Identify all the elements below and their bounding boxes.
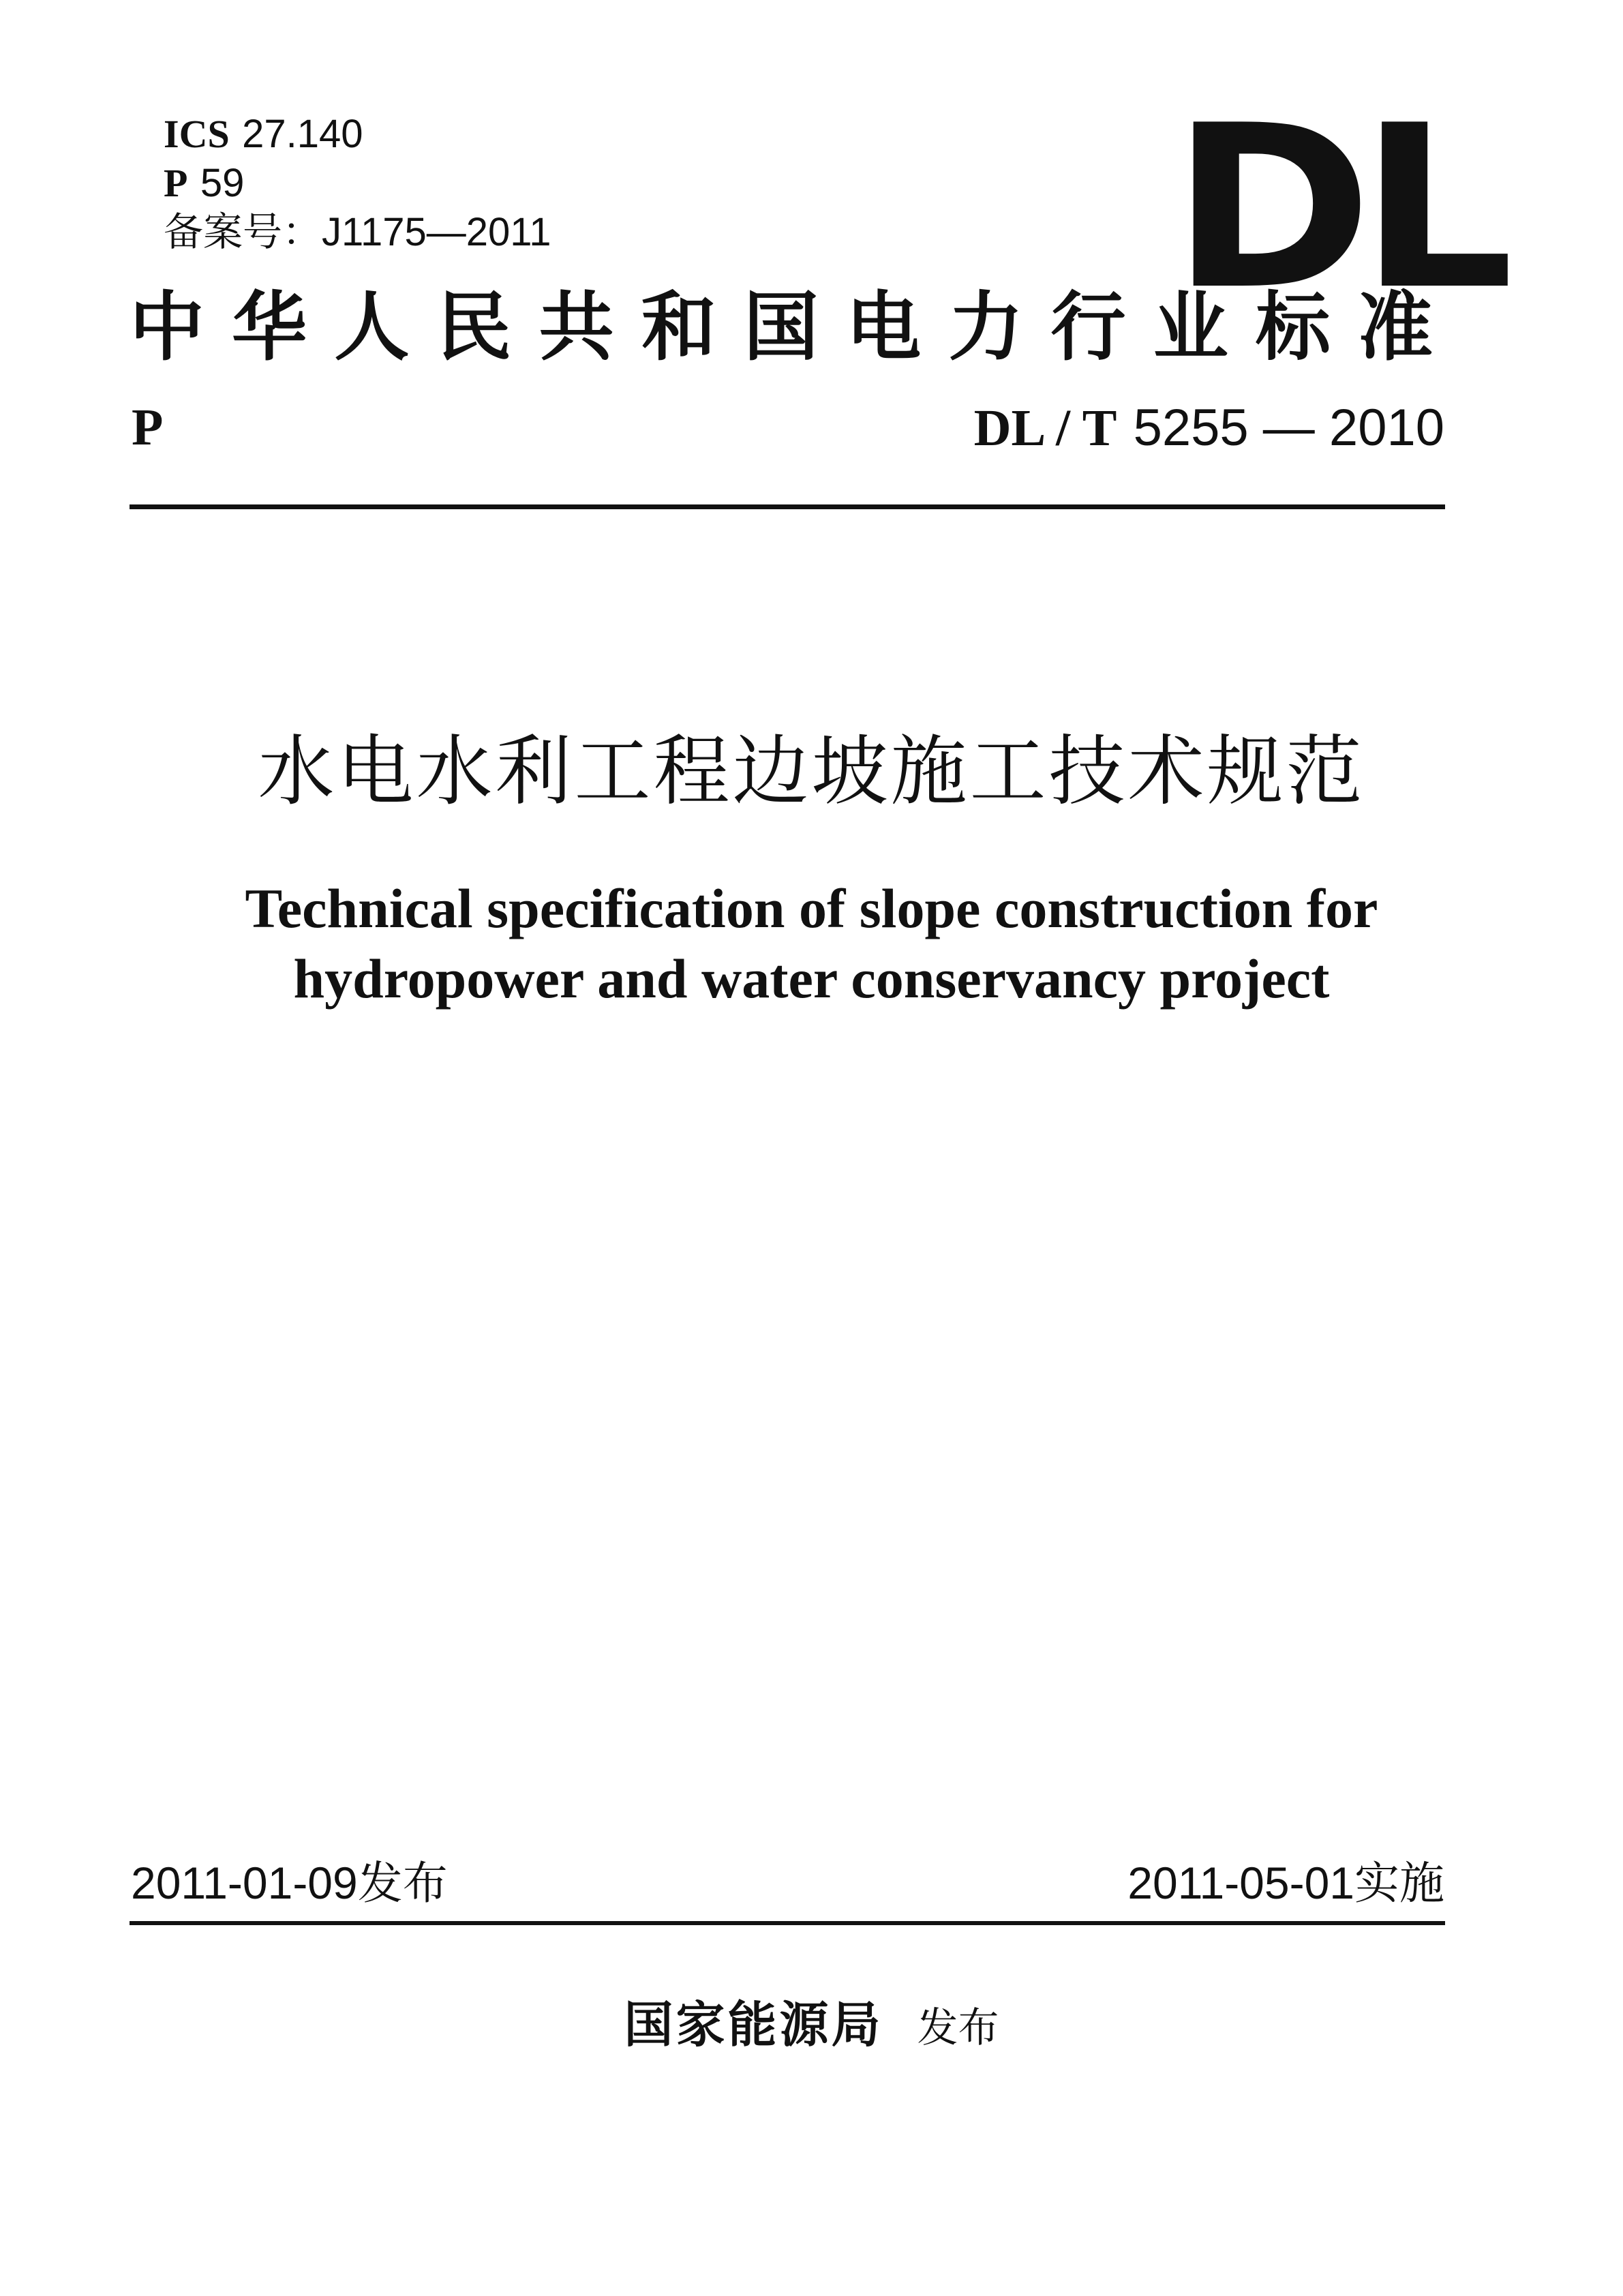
ics-value: 27.140 — [242, 112, 363, 156]
title-english-line2: hydropower and water conservancy project — [293, 948, 1330, 1010]
industry-standard-heading: 中华人民共和国电力行业标准 — [130, 283, 1445, 371]
p-label: P — [164, 161, 188, 205]
p-code — [164, 158, 244, 208]
effective-date-value: 2011-05-01 — [1127, 1858, 1354, 1908]
p-value: 59 — [200, 161, 245, 205]
filing-value: J1175—2011 — [322, 210, 551, 254]
issue-date-value: 2011-01-09 — [131, 1858, 358, 1908]
standard-number: 5255 — 2010 — [1133, 399, 1444, 457]
issuer-organization: 国家能源局 — [624, 1995, 883, 2053]
issuer-action: 发布 — [917, 2004, 999, 2052]
issue-date-label: 发布 — [357, 1857, 448, 1909]
ics-code — [164, 109, 363, 159]
standard-prefix: DL / T — [973, 399, 1117, 457]
effective-date — [1127, 1856, 1444, 1911]
dl-logo: DL — [1171, 77, 1502, 339]
issue-date — [131, 1856, 448, 1911]
effective-date-label: 实施 — [1354, 1857, 1444, 1909]
filing-label: 备案号： — [164, 209, 322, 255]
standard-code — [974, 397, 1444, 459]
title-chinese: 水电水利工程边坡施工技术规范 — [258, 727, 1365, 816]
issuer — [0, 1992, 1623, 2061]
class-letter: P — [132, 399, 164, 456]
filing-number — [164, 207, 551, 257]
top-divider — [130, 504, 1445, 509]
title-english-line1: Technical specification of slope construction for — [245, 877, 1378, 939]
bottom-divider — [130, 1921, 1445, 1925]
ics-label: ICS — [164, 112, 230, 156]
